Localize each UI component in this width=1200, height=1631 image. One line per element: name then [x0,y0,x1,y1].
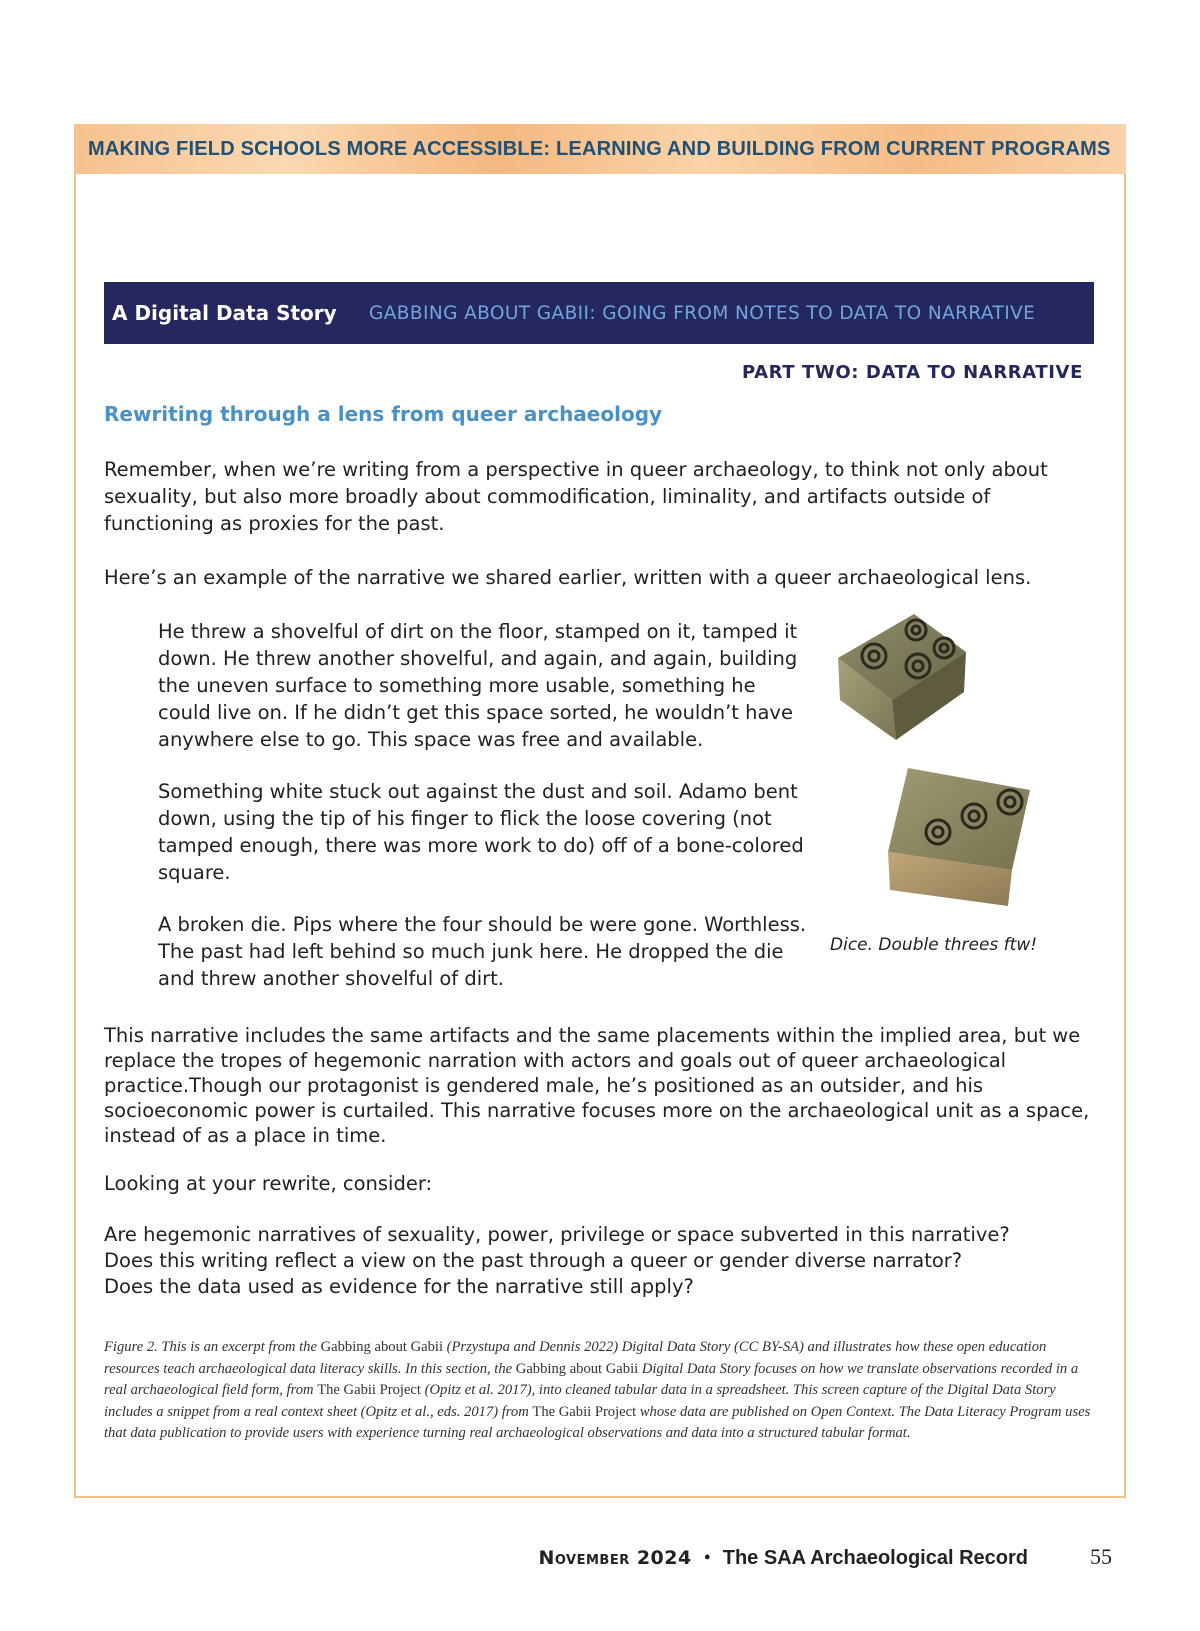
narrative-paragraph-1: He threw a shovelful of dirt on the floor, stamped on it, tamped it down. He threw another shovelful, and again, and again, building the uneven surface to something more usable, something he could live on. If he didn’t get this space sorted, he wouldn’t have anywhere else to go. This space was free and available. [158,620,798,751]
part-label: PART TWO: DATA TO NARRATIVE [741,362,1083,383]
die-photo-2 [880,758,1035,918]
digital-data-story-header [104,282,1094,344]
consider-lead: Looking at your rewrite, consider: [104,1172,433,1195]
analysis-paragraph: This narrative includes the same artifacts and the same placements within the implied area, but we replace the tropes of hegemonic narration with actors and goals out of queer archaeological practice.Though our protagonist is gendered male, he’s positioned as an outsider, and his socioeconomic power is curtailed. This narrative focuses more on the archaeological unit as a space, instead of as a place in time. [104,1024,1090,1147]
story-title: GABBING ABOUT GABII: GOING FROM NOTES TO DATA TO NARRATIVE [369,302,1036,324]
die-photo-1 [826,600,976,750]
question-item: Are hegemonic narratives of sexuality, power, privilege or space subverted in this narrative? [104,1223,1010,1246]
footer-journal: The SAA Archaeological Record [722,1547,1028,1569]
figure-caption: Figure 2. This is an excerpt from the Gabbing about Gabii (Przystupa and Dennis 2022) Digital Data Story (CC BY-SA) and illustrates how these open education resources teach archaeological data literacy skills. In this section, the Gabbing about Gabii Digital Data Story focuses on how we translate observations recorded in a real archaeological field form, from The Gabii Project (Opitz et al. 2017), into cleaned tabular data in a spreadsheet. This screen capture of the Digital Data Story includes a snippet from a real context sheet (Opitz et al., eds. 2017) from The Gabii Project whose data are published on Open Context. The Data Literacy Program uses that data publication to provide users with experience turning real archaeological observations and data into a structured tabular format. [104,1339,1091,1441]
section-banner [74,124,1126,174]
dice-caption: Dice. Double threes ftw! [830,935,1038,955]
section-heading: Rewriting through a lens from queer archaeology [104,402,663,426]
footer-date: November 2024 [538,1547,692,1569]
question-item: Does this writing reflect a view on the past through a queer or gender diverse narrator? [104,1249,963,1272]
page-number: 55 [1090,1544,1112,1569]
story-label: A Digital Data Story [112,301,337,325]
narrative-paragraph-3: A broken die. Pips where the four should be were gone. Worthless. The past had left behind so much junk here. He dropped the die and threw another shovelful of dirt. [158,913,807,990]
intro-paragraph: Remember, when we’re writing from a perspective in queer archaeology, to think not only about sexuality, but also more broadly about commodification, liminality, and artifacts outside of functioning as proxies for the past. [104,458,1048,535]
question-list [104,1222,1104,1300]
question-item: Does the data used as evidence for the narrative still apply? [104,1275,694,1298]
example-lead-paragraph: Here’s an example of the narrative we shared earlier, written with a queer archaeological lens. [104,566,1032,589]
banner-title: MAKING FIELD SCHOOLS MORE ACCESSIBLE: LEARNING AND BUILDING FROM CURRENT PROGRAMS [88,137,1111,160]
page-footer [538,1544,1112,1570]
narrative-paragraph-2: Something white stuck out against the dust and soil. Adamo bent down, using the tip of his finger to flick the loose covering (not tamped enough, there was more work to do) off of a bone-colored square. [158,780,804,884]
footer-bullet: • [703,1547,711,1569]
